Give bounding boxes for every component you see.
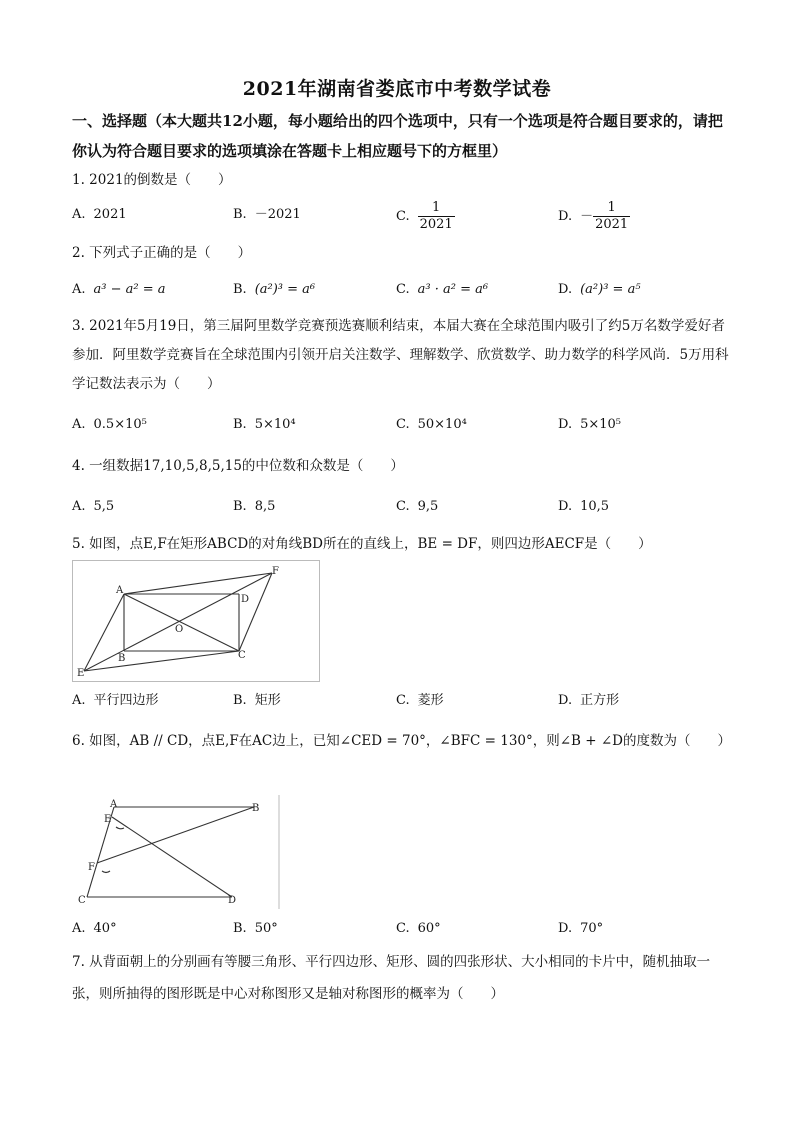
section-heading: 一、选择题（本大题共12小题，每小题给出的四个选项中，只有一个选项是符合题目要求的，请把你认为符合题目要求的选项填涂在答题卡上相应题号下的方框里） bbox=[72, 112, 723, 160]
option-label: C. bbox=[396, 209, 410, 224]
option-b[interactable] bbox=[233, 410, 296, 440]
option-text: 5,5 bbox=[93, 499, 115, 514]
question-2-options bbox=[72, 275, 732, 305]
fraction-denominator: 2021 bbox=[595, 217, 629, 232]
option-label: C. bbox=[396, 282, 410, 297]
option-text: 菱形 bbox=[417, 693, 444, 708]
question-3-stem: 3. 2021年5月19日，第三届阿里数学竞赛预选赛顺利结束，本届大赛在全球范围内吸引了约5万名数学爱好者参加．阿里数学竞赛旨在全球范围内引领开启关注数学、理解数学、欣赏数学、助力数学的科学风尚．5万用科学记数法表示为（ ） bbox=[72, 318, 729, 392]
option-label: B. bbox=[233, 499, 247, 514]
option-text: 9,5 bbox=[417, 499, 439, 514]
option-label: D. bbox=[558, 209, 573, 224]
option-label: C. bbox=[396, 693, 410, 708]
segment-ec bbox=[84, 651, 239, 671]
option-label: A. bbox=[72, 207, 86, 222]
option-d[interactable] bbox=[558, 410, 621, 440]
segment-ed bbox=[112, 817, 232, 897]
fraction bbox=[593, 200, 630, 233]
question-4-stem: 4. 一组数据17,10,5,8,5,15的中位数和众数是（ ） bbox=[72, 458, 404, 474]
option-label: B. bbox=[233, 417, 247, 432]
angle-mark-e bbox=[116, 827, 124, 829]
question-6-options bbox=[72, 914, 732, 944]
point-label-o: O bbox=[175, 624, 184, 635]
option-label: D. bbox=[558, 282, 573, 297]
point-label-a: A bbox=[110, 799, 118, 810]
option-a[interactable] bbox=[72, 275, 166, 305]
segment-af bbox=[124, 573, 272, 594]
question-5-options bbox=[72, 686, 732, 716]
option-label: D. bbox=[558, 499, 573, 514]
fraction-numerator: 1 bbox=[593, 200, 630, 217]
option-a[interactable] bbox=[72, 200, 127, 230]
point-label-e: E bbox=[104, 814, 112, 825]
option-label: B. bbox=[233, 207, 247, 222]
point-label-e: E bbox=[77, 668, 85, 679]
point-label-c: C bbox=[78, 895, 86, 906]
option-label: B. bbox=[233, 921, 247, 936]
option-d[interactable] bbox=[558, 686, 619, 716]
point-label-b: B bbox=[118, 653, 126, 664]
option-label: D. bbox=[558, 921, 573, 936]
question-1-options bbox=[72, 200, 732, 230]
option-text: 5×10⁵ bbox=[580, 417, 622, 432]
option-text: 60° bbox=[417, 921, 441, 936]
option-text: 正方形 bbox=[580, 693, 620, 708]
option-label: D. bbox=[558, 693, 573, 708]
point-label-a: A bbox=[116, 585, 124, 596]
option-label: D. bbox=[558, 417, 573, 432]
question-2-stem: 2. 下列式子正确的是（ ） bbox=[72, 245, 252, 261]
option-c[interactable] bbox=[396, 200, 455, 233]
question-1-stem: 1. 2021的倒数是（ ） bbox=[72, 172, 232, 188]
option-b[interactable] bbox=[233, 492, 275, 522]
angle-mark-f bbox=[102, 871, 110, 873]
option-text: 8,5 bbox=[254, 499, 276, 514]
option-text: 0.5×10⁵ bbox=[93, 417, 147, 432]
option-c[interactable] bbox=[396, 686, 444, 716]
question-5-stem: 5. 如图，点E,F在矩形ABCD的对角线BD所在的直线上，BE = DF，则四边形AECF是（ ） bbox=[72, 536, 652, 552]
option-c[interactable] bbox=[396, 492, 438, 522]
question-4-options bbox=[72, 492, 732, 522]
option-a[interactable] bbox=[72, 914, 117, 944]
option-a[interactable] bbox=[72, 492, 114, 522]
option-text: 平行四边形 bbox=[93, 693, 159, 708]
option-text: 10,5 bbox=[580, 499, 610, 514]
option-label: A. bbox=[72, 282, 86, 297]
option-text: 50×10⁴ bbox=[417, 417, 467, 432]
question-3-options bbox=[72, 410, 732, 440]
option-label: B. bbox=[233, 282, 247, 297]
option-text: 40° bbox=[93, 921, 117, 936]
option-text: (a²)³ = a⁵ bbox=[580, 282, 641, 297]
minus-sign: － bbox=[580, 209, 594, 224]
option-text: a³ · a² = a⁶ bbox=[417, 282, 489, 297]
option-d[interactable] bbox=[558, 492, 609, 522]
option-label: A. bbox=[72, 921, 86, 936]
fraction bbox=[418, 200, 455, 233]
option-text: 70° bbox=[580, 921, 604, 936]
option-b[interactable] bbox=[233, 275, 315, 305]
option-text: 2021 bbox=[93, 207, 127, 222]
option-label: A. bbox=[72, 417, 86, 432]
option-a[interactable] bbox=[72, 410, 147, 440]
question-6-stem: 6. 如图，AB // CD，点E,F在AC边上，已知∠CED = 70°，∠BFC = 130°，则∠B + ∠D的度数为（ ） bbox=[72, 733, 732, 749]
option-a[interactable] bbox=[72, 686, 159, 716]
question-7-stem: 7. 从背面朝上的分别画有等腰三角形、平行四边形、矩形、圆的四张形状、大小相同的卡片中，随机抽取一张，则所抽得的图形既是中心对称图形又是轴对称图形的概率为（ ） bbox=[72, 954, 711, 1002]
segment-fc bbox=[239, 573, 272, 651]
figure-rectangle-parallelogram bbox=[72, 560, 320, 682]
option-d[interactable] bbox=[558, 275, 641, 305]
figure-parallel-lines bbox=[72, 795, 284, 909]
option-text: 5×10⁴ bbox=[254, 417, 296, 432]
option-label: C. bbox=[396, 499, 410, 514]
fraction-numerator: 1 bbox=[418, 200, 455, 217]
option-c[interactable] bbox=[396, 410, 467, 440]
option-text: (a²)³ = a⁶ bbox=[254, 282, 316, 297]
option-text: 50° bbox=[254, 921, 278, 936]
option-b[interactable] bbox=[233, 200, 301, 230]
option-d[interactable] bbox=[558, 200, 630, 233]
fraction-denominator: 2021 bbox=[419, 217, 453, 232]
option-b[interactable] bbox=[233, 686, 281, 716]
option-text: －2021 bbox=[254, 207, 301, 222]
option-d[interactable] bbox=[558, 914, 603, 944]
option-b[interactable] bbox=[233, 914, 278, 944]
point-label-c: C bbox=[238, 650, 246, 661]
point-label-d: D bbox=[228, 895, 237, 906]
option-label: A. bbox=[72, 693, 86, 708]
option-label: C. bbox=[396, 921, 410, 936]
point-label-f: F bbox=[88, 862, 95, 873]
option-label: A. bbox=[72, 499, 86, 514]
option-label: B. bbox=[233, 693, 247, 708]
point-label-f: F bbox=[272, 566, 279, 577]
point-label-d: D bbox=[241, 594, 250, 605]
option-label: C. bbox=[396, 417, 410, 432]
exam-title: 2021年湖南省娄底市中考数学试卷 bbox=[242, 78, 552, 100]
option-c[interactable] bbox=[396, 275, 488, 305]
point-label-b: B bbox=[252, 803, 260, 814]
option-c[interactable] bbox=[396, 914, 441, 944]
segment-ac bbox=[124, 594, 239, 651]
option-text: 矩形 bbox=[254, 693, 281, 708]
segment-fb bbox=[97, 807, 254, 863]
option-text: a³ − a² = a bbox=[93, 282, 166, 297]
